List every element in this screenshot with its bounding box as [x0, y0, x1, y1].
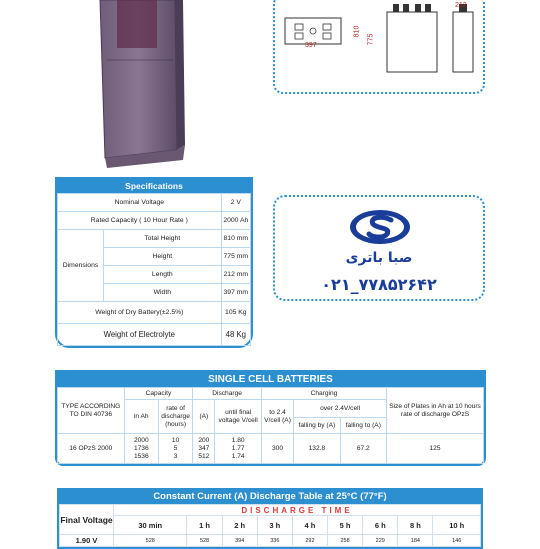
discharge-cell: 184 — [398, 535, 433, 547]
spec-value: 212 mm — [221, 266, 250, 284]
spec-row — [58, 212, 251, 230]
width-dimension: 397 — [305, 42, 317, 49]
rate-value: 5 — [173, 444, 178, 452]
capacity-cell — [124, 434, 158, 464]
final-voltage-value: 1.74 — [231, 452, 245, 460]
time-column-header: 6 h — [363, 516, 398, 535]
amps-value: 347 — [198, 444, 210, 452]
plates-cell: 125 — [387, 434, 484, 464]
time-column-header: 3 h — [257, 516, 292, 535]
side-view-drawing — [451, 0, 475, 74]
specifications-title: Specifications — [57, 179, 251, 193]
spec-label: Weight of Electrolyte — [58, 324, 222, 346]
spec-value: 48 Kg — [221, 324, 250, 346]
total-height-dimension: 810 — [353, 25, 361, 38]
spec-value: 775 mm — [221, 248, 250, 266]
falling-by-header: falling by (A) — [294, 418, 340, 434]
discharge-cell: 292 — [292, 535, 327, 547]
discharge-cell: 146 — [433, 535, 481, 547]
time-column-header: 30 min — [114, 516, 187, 535]
capacity-header: Capacity — [124, 388, 193, 400]
discharge-cell: 394 — [222, 535, 257, 547]
falling-to-header: falling to (A) — [340, 418, 386, 434]
table-row — [60, 535, 481, 547]
type-cell: 16 OPzS 2000 — [58, 434, 125, 464]
rate-value: 3 — [173, 452, 178, 460]
spec-row — [58, 194, 251, 212]
rate-cell — [158, 434, 192, 464]
length-dimension: 212 — [455, 2, 467, 9]
to24-header: to 2.4 V/cell (A) — [261, 400, 293, 434]
discharge-cell: 258 — [328, 535, 363, 547]
time-column-header: 2 h — [222, 516, 257, 535]
spec-value: 2000 Ah — [221, 212, 250, 230]
amps-header: (A) — [193, 400, 215, 434]
spec-value: 105 Kg — [221, 302, 250, 324]
discharge-cell: 528 — [187, 535, 222, 547]
over24-header: over 2.4V/cell — [294, 400, 387, 418]
amps-cell — [193, 434, 215, 464]
discharge-cell: 229 — [363, 535, 398, 547]
amps-value: 200 — [198, 436, 210, 444]
amps-value: 512 — [198, 452, 210, 460]
spec-label: Width — [104, 284, 222, 302]
time-column-header: 8 h — [398, 516, 433, 535]
spec-value: 2 V — [221, 194, 250, 212]
time-column-header: 10 h — [433, 516, 481, 535]
specifications-table — [55, 177, 253, 348]
drawing-box — [273, 0, 485, 94]
spec-label: Length — [104, 266, 222, 284]
front-view-drawing — [383, 0, 441, 74]
table-row — [58, 434, 484, 464]
single-cell-title: SINGLE CELL BATTERIES — [57, 372, 484, 387]
spec-label: Total Height — [104, 230, 222, 248]
charging-header: Charging — [261, 388, 386, 400]
dimensions-label: Dimensions — [58, 230, 104, 302]
type-header: TYPE ACCORDING TO DIN 40736 — [58, 388, 125, 434]
discharge-title: Constant Current (A) Discharge Table at 25°C (77°F) — [59, 490, 481, 504]
height-dimension: 775 — [367, 33, 375, 46]
rate-value: 10 — [171, 436, 180, 444]
spec-label: Nominal Voltage — [58, 194, 222, 212]
time-column-header: 1 h — [187, 516, 222, 535]
capacity-value: 1536 — [133, 452, 149, 460]
voltage-cell: 1.90 V — [60, 535, 114, 547]
spec-row — [58, 302, 251, 324]
final-voltage-value: 1.80 — [231, 436, 245, 444]
phone-number: ۰۲۱_۷۷۸۵۲۶۴۲ — [321, 275, 437, 294]
to24-cell: 300 — [261, 434, 293, 464]
spec-value: 810 mm — [221, 230, 250, 248]
spec-row — [58, 324, 251, 346]
plates-header: Size of Plates in Ah at 10 hours rate of discharge OPzS — [387, 388, 484, 434]
final-voltage-header: Final Voltage — [60, 505, 114, 535]
single-cell-table — [55, 370, 486, 466]
final-voltage-value: 1.77 — [231, 444, 245, 452]
spec-value: 397 mm — [221, 284, 250, 302]
final-voltage-cell — [215, 434, 261, 464]
battery-photo — [95, 0, 185, 168]
time-column-header: 5 h — [328, 516, 363, 535]
logo-box — [273, 195, 485, 301]
discharge-table — [57, 488, 483, 549]
spec-label: Height — [104, 248, 222, 266]
spec-label: Rated Capacity ( 10 Hour Rate ) — [58, 212, 222, 230]
falling-by-cell: 132.8 — [294, 434, 340, 464]
discharge-cell: 336 — [257, 535, 292, 547]
rate-header: rate of discharge (hours) — [158, 400, 192, 434]
discharge-cell: 528 — [114, 535, 187, 547]
spec-label: Weight of Dry Battery(±2.5%) — [58, 302, 222, 324]
discharge-header: Discharge — [193, 388, 262, 400]
discharge-time-header: DISCHARGE TIME — [114, 505, 481, 516]
falling-to-cell: 67.2 — [340, 434, 386, 464]
in-ah-header: in Ah — [124, 400, 158, 434]
capacity-value: 2000 — [133, 436, 149, 444]
spec-row — [58, 230, 251, 248]
brand-name: صبا باتری — [345, 250, 413, 266]
time-column-header: 4 h — [292, 516, 327, 535]
capacity-value: 1736 — [133, 444, 149, 452]
final-voltage-header: until final voltage V/cell — [215, 400, 261, 434]
